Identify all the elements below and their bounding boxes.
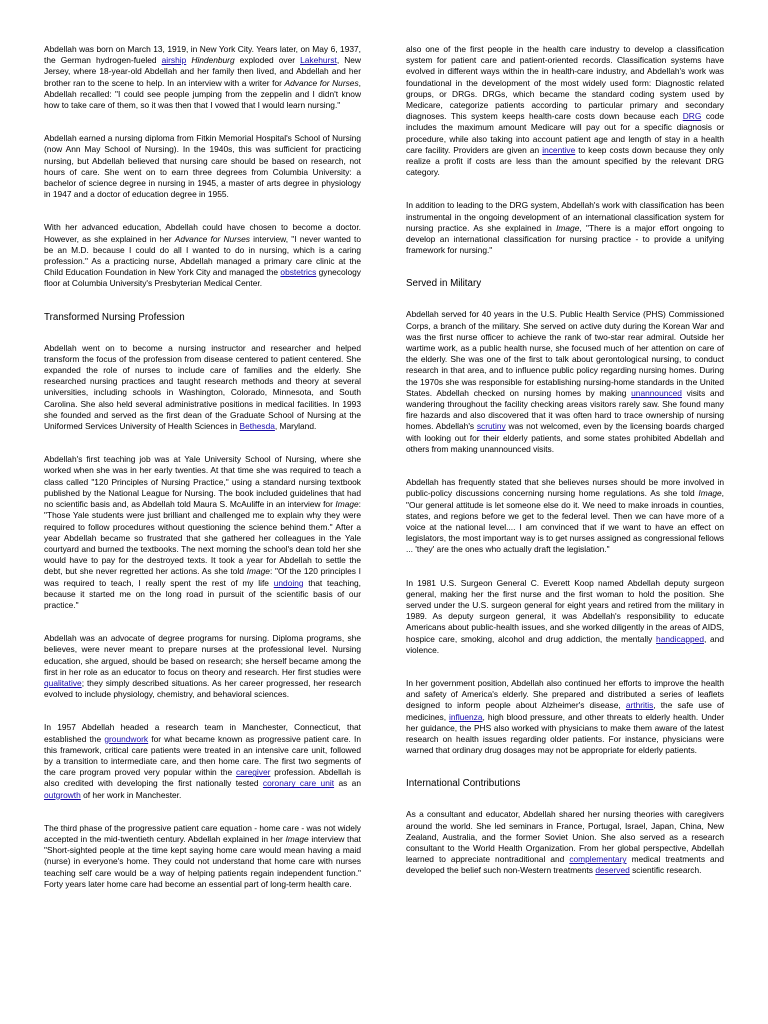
paragraph bbox=[44, 44, 361, 111]
section-heading: International Contributions bbox=[406, 778, 521, 790]
italic-title: Image bbox=[335, 499, 359, 510]
paragraph bbox=[44, 633, 361, 700]
paragraph bbox=[44, 722, 361, 800]
link-bethesda[interactable]: Bethesda bbox=[239, 421, 275, 432]
paragraph bbox=[406, 477, 724, 555]
text-run: Abdellah went on to become a nursing instructor and researcher and helped transform the focus of the profession from disease centered to patient centered. She expanded the role of nurses to include care of families and the elderly. She researched nursing practices and taught research methods and theory at several universities, including schools in Washington, Colorado, Minnesota, and South Carolina. She also held several administrative positions in medical facilities. In 1993 she founded and served as the first dean of the Graduate School of Nursing at the Uniformed Services University of Health Sciences in bbox=[44, 342, 361, 432]
link-caregiver[interactable]: caregiver bbox=[235, 767, 271, 778]
text-run: : "Of the 120 principles I was required to teach, I really spent the rest of my life bbox=[44, 566, 361, 588]
link-influenza[interactable]: influenza bbox=[449, 711, 483, 722]
text-run: In addition to leading to the DRG system, Abdellah's work with classification has been instrumental in the ongoing development of an international classification system for nursing practice. As she explained in bbox=[406, 200, 724, 233]
text-run: , high blood pressure, and other threats to elderly health. Under her guidance, the PHS also worked with physicians to make them aware of the latest research on health issues regarding older patients. For instance, physicians were warned that ordinary drug dosages may not be appropriate for elderly patients. bbox=[406, 711, 725, 756]
right-column bbox=[406, 44, 724, 899]
section-heading: Transformed Nursing Profession bbox=[44, 311, 185, 323]
text-run: of her work in Manchester. bbox=[80, 789, 182, 800]
link-qualitative[interactable]: qualitative bbox=[44, 677, 82, 688]
text-run: code includes the maximum amount Medicare will pay out for a specific diagnosis or procedure, while also taking into account patient age and length of stay in a health care facility. Providers are given an bbox=[406, 111, 724, 155]
text-run: gynecology floor at Columbia University's Presbyterian Medical Center. bbox=[44, 267, 361, 289]
paragraph bbox=[406, 578, 724, 656]
link-outgrowth[interactable]: outgrowth bbox=[44, 789, 81, 800]
link-deserved[interactable]: deserved bbox=[595, 865, 630, 876]
paragraph bbox=[406, 44, 724, 178]
link-complementary[interactable]: complementary bbox=[569, 854, 627, 865]
link-obstetrics[interactable]: obstetrics bbox=[280, 267, 317, 278]
link-handicapped[interactable]: handicapped bbox=[656, 633, 704, 644]
text-run: , and violence. bbox=[406, 633, 724, 655]
link-airship[interactable]: airship bbox=[161, 55, 187, 66]
paragraph bbox=[44, 823, 361, 890]
link-drg[interactable]: DRG bbox=[682, 111, 702, 122]
text-run: interview, "I never wanted to be an M.D. because I could do all I wanted to do in nursing, which is a caring profession." As a practicing nurse, Abdellah managed a primary care clinic at the Child Education Foundation in New York City and managed the bbox=[44, 233, 361, 278]
text-run: that teaching, because it started me on the long road in pursuit of the scientific basis of our practice." bbox=[44, 577, 361, 610]
text-run: In 1957 Abdellah headed a research team in Manchester, Connecticut, that established the bbox=[44, 722, 361, 744]
italic-title: Advance for Nurses bbox=[174, 233, 250, 244]
italic-title: Advance for Nurses bbox=[284, 77, 359, 88]
text-run: , New Jersey, where 18-year-old Abdellah and her family then lived, and Abdellah and her brother ran to the scene to help. In an interview with a writer for bbox=[44, 55, 361, 88]
text-run: In 1981 U.S. Surgeon General C. Everett Koop named Abdellah deputy surgeon general, making her the first nurse and the first woman to hold the position. She served under the U.S. surgeon general for eight years and retired from the military in 1989. As deputy surgeon general, it was Abdellah's responsibility to educate Americans about public-health issues, and she worked diligently in the areas of AIDS, hospice care, smoking, alcohol and drug addiction, the mentally bbox=[406, 577, 724, 644]
link-coronary-care-unit[interactable]: coronary care unit bbox=[262, 778, 335, 789]
text-run: , the safe use of medicines, bbox=[406, 700, 724, 722]
link-undoing[interactable]: undoing bbox=[273, 577, 304, 588]
italic-title: Image bbox=[246, 566, 270, 577]
paragraph bbox=[406, 200, 724, 256]
text-run: Abdellah was an advocate of degree programs for nursing. Diploma programs, she believes, were never meant to prepare nurses at the professional level. Nursing education, she argued, should be based on research; she herself became among the first in her role as an educator to focus on theory and research. Her first studies were bbox=[44, 633, 361, 677]
text-run: The third phase of the progressive patient care equation - home care - was not widely accepted in the mid-twentieth century. Abdellah explained in her bbox=[44, 822, 361, 844]
paragraph bbox=[44, 222, 361, 289]
link-lakehurst[interactable]: Lakehurst bbox=[300, 55, 337, 66]
text-run: : "Those Yale students were just brilliant and challenged me to explain why they were required to follow procedures without questioning the science behind them." After a year Abdellah became so frustrated that she gathered her colleagues in the Yale courtyard and burned the textbooks. The next morning the school's dean told her she would have to pay for the destroyed texts. It took a year for Abdellah to settle the debt, but she never regretted her actions. As she told bbox=[44, 499, 361, 577]
text-run: With her advanced education, Abdellah could have chosen to become a doctor. However, as she explained in her bbox=[44, 222, 361, 244]
italic-title: Hindenburg bbox=[191, 55, 235, 66]
text-run: Abdellah has frequently stated that she believes nurses should be more involved in public-policy discussions concerning nursing home regulations. As she told bbox=[406, 477, 724, 499]
link-unannounced[interactable]: unannounced bbox=[631, 387, 682, 398]
text-run: , Abdellah recalled: "I could see people jumping from the zeppelin and I didn't know how to take care of them, so it was then that I vowed that I would learn nursing." bbox=[44, 77, 361, 111]
paragraph bbox=[406, 678, 724, 756]
italic-title: Image bbox=[285, 833, 309, 844]
text-run: Abdellah was born on March 13, 1919, in New York City. Years later, on May 6, 1937, the German hydrogen-fueled bbox=[44, 44, 361, 66]
left-column bbox=[44, 44, 361, 912]
text-run: as an bbox=[334, 778, 361, 789]
text-run: , Maryland. bbox=[274, 421, 317, 432]
link-groundwork[interactable]: groundwork bbox=[104, 733, 149, 744]
text-run: exploded over bbox=[234, 55, 301, 66]
text-run: Abdellah's first teaching job was at Yale University School of Nursing, where she worked when she was in her early twenties. At that time she was required to teach a class called "120 Principles of Nursing Practice," using a standard nursing textbook published by the National League for Nursing. The book included guidelines that had no scientific basis and, as Abdellah told Maura S. McAuliffe in an interview for bbox=[44, 454, 361, 510]
text-run: interview that "Short-sighted people at the time kept saying home care would mean having a maid (nurse) in everyone's home. They could not understand that home care with nurses teaching self care would be a way of helping patients regain independent function." Forty years later home care had become an essential part of long-term health care. bbox=[44, 833, 361, 889]
link-scrutiny[interactable]: scrutiny bbox=[476, 421, 506, 432]
text-run: ; they simply described situations. As her career progressed, her research evolved to include physiology, chemistry, and behavioral sciences. bbox=[44, 677, 361, 700]
text-run: also one of the first people in the health care industry to develop a classification system for patient care and patient-oriented records. Classification systems have evolved in different ways within the in health-care industry, and Abdellah's work was foundational in the development of the most widely used form: Diagnostic related groups, or DRGs. DRGs, which became the standard coding system used by Medicare, categorize patients according to particular primary and secondary diagnoses. This system keeps health-care costs down because each bbox=[406, 44, 724, 122]
text-run: profession. Abdellah is also credited with developing the first nationally tested bbox=[44, 767, 361, 789]
text-run: Abdellah earned a nursing diploma from Fitkin Memorial Hospital's School of Nursing (now Ann May School of Nursing). In the 1940s, this was sufficient for practicing nursing, but Abdellah believed that nursing care should be based on research, not hours of care. She went on to earn three degrees from Columbia University: a bachelor of science degree in nursing in 1945, a master of arts degree in physiology in 1947 and a doctor of education degree in 1955. bbox=[44, 133, 361, 200]
text-run: scientific research. bbox=[629, 865, 702, 876]
paragraph bbox=[44, 133, 361, 200]
text-run: to keep costs down because they only realize a profit if costs are less than the amount specified by the relevant DRG category. bbox=[406, 144, 724, 178]
text-run: , "Our general attitude is let someone else do it. We need to make inroads in counties, states, and regions before we get to the federal level. Then we can have more of a voice at the national level.... I am convinced that if we want to have an effect on legislators, the most important way is to get nurses assigned as congressional fellows ... 'they' are the ones who actually draft the legislation." bbox=[406, 488, 724, 555]
text-run: for what became known as progressive patient care. In this framework, critical care patients were treated in an intensive care unit, followed by a transition to intermediate care, and then home care. The first two segments of the care program proved very popular within the bbox=[44, 733, 361, 778]
paragraph bbox=[406, 309, 724, 455]
text-run: visits and wandering throughout the facility checking areas visitors rarely saw. She found many fire hazards and also discovered that it was often hard to trace ownership of nursing homes. Abdellah's bbox=[406, 387, 724, 432]
section-heading: Served in Military bbox=[406, 278, 482, 290]
text-run: was not welcomed, even by the licensing boards charged with looking out for their elderly patients, and some states prohibited Abdellah and others from making unannounced visits. bbox=[406, 421, 724, 454]
link-incentive[interactable]: incentive bbox=[542, 144, 576, 155]
text-run: Abdellah served for 40 years in the U.S. Public Health Service (PHS) Commissioned Corps, a branch of the military. She served on active duty during the Korean War and was the first nurse officer to achieve the rank of two-star rear admiral. Outside her wartime work, as a public health nurse, she focused much of her attention on care of the elderly. She was one of the first to talk about gerontological nursing, to conduct research in that area, and to influence public policy regarding nursing homes. During the 1970s she was responsible for establishing nursing-home standards in the United States. Abdellah checked on nursing homes by making bbox=[406, 309, 724, 398]
text-run: medical treatments and developed the belief such non-Western treatments bbox=[406, 854, 724, 876]
paragraph bbox=[44, 343, 361, 433]
paragraph bbox=[406, 809, 724, 876]
text-run: As a consultant and educator, Abdellah shared her nursing theories with caregivers around the world. She led seminars in France, Portugal, Israel, Japan, China, New Zealand, Australia, and the former Soviet Union. She also served as a research consultant to the World Health Organization. From her global perspective, Abdellah learned to appreciate nontraditional and bbox=[406, 809, 724, 865]
text-run: In her government position, Abdellah also continued her efforts to improve the health and safety of America's elderly. She prepared and distributed a series of leaflets designed to inform people about Alzheimer's disease, bbox=[406, 677, 724, 711]
link-arthritis[interactable]: arthritis bbox=[625, 700, 654, 711]
italic-title: Image bbox=[698, 488, 722, 499]
text-run: , "There is a major effort ongoing to develop an international classification for nursing practice - to provide a unifying framework for nursing." bbox=[406, 222, 724, 256]
paragraph bbox=[44, 454, 361, 611]
italic-title: Image bbox=[556, 222, 580, 233]
